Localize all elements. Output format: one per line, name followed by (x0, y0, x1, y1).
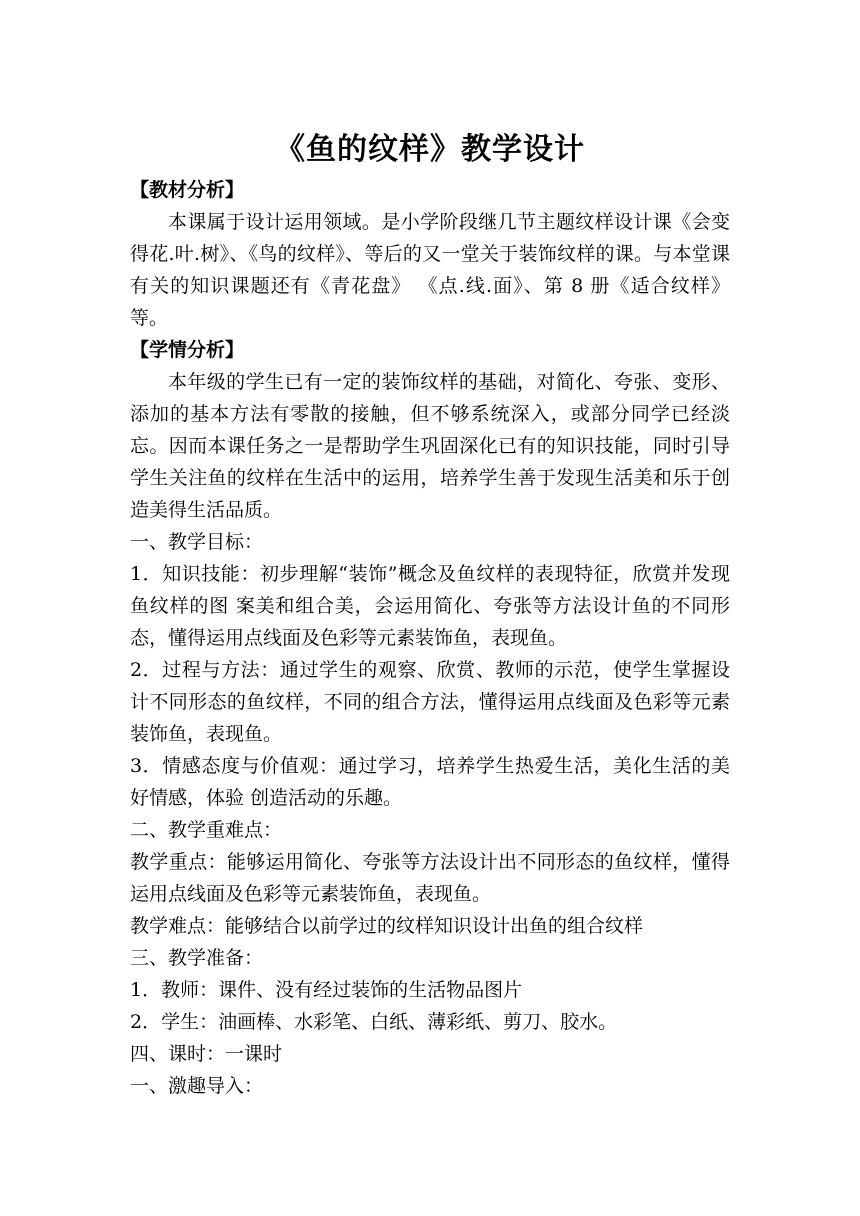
student-analysis-heading: 【学情分析】 (130, 339, 245, 361)
preparation-heading: 三、教学准备： (130, 947, 264, 969)
student-analysis-body: 本年级的学生已有一定的装饰纹样的基础，对简化、夸张、变形、添加的基本方法有零散的接触，但不够系统深入，或部分同学已经淡忘。因而本课任务之一是帮助学生巩固深化已有的知识技能，同时引导学生关注鱼的纹样在生活中的运用，培养学生善于发现生活美和乐于创造美得生活品质。 (130, 371, 730, 521)
document-page (130, 130, 730, 1102)
intro-heading: 一、激趣导入： (130, 1075, 264, 1097)
goal-emotion-values: 3．情感态度与价值观：通过学习，培养学生热爱生活，美化生活的美好情感，体验 创造活动的乐趣。 (130, 755, 730, 809)
goal-knowledge-skills: 1．知识技能：初步理解“装饰”概念及鱼纹样的表现特征，欣赏并发现鱼纹样的图 案美和组合美，会运用简化、夸张等方法设计鱼的不同形态，懂得运用点线面及色彩等元素装饰鱼，表现鱼。 (130, 563, 730, 649)
teaching-goals-heading: 一、教学目标： (130, 531, 264, 553)
difficult-point: 教学难点：能够结合以前学过的纹样知识设计出鱼的组合纹样 (130, 915, 644, 937)
textbook-analysis-heading: 【教材分析】 (130, 179, 245, 201)
preparation-student: 2．学生：油画棒、水彩笔、白纸、薄彩纸、剪刀、胶水。 (130, 1011, 618, 1033)
preparation-teacher: 1．教师：课件、没有经过装饰的生活物品图片 (130, 979, 523, 1001)
textbook-analysis-body: 本课属于设计运用领域。是小学阶段继几节主题纹样设计课《会变得花.叶.树》、《鸟的纹样》、等后的又一堂关于装饰纹样的课。与本堂课有关的知识课题还有《青花盘》 《点.线.面》、第 8 册《适合纹样》等。 (130, 211, 730, 329)
document-title: 《鱼的纹样》教学设计 (275, 132, 585, 167)
key-point: 教学重点：能够运用简化、夸张等方法设计出不同形态的鱼纹样，懂得运用点线面及色彩等元素装饰鱼，表现鱼。 (130, 851, 730, 905)
class-hours: 四、课时：一课时 (130, 1043, 283, 1065)
key-difficult-heading: 二、教学重难点： (130, 819, 283, 841)
goal-process-methods: 2．过程与方法：通过学生的观察、欣赏、教师的示范，使学生掌握设计不同形态的鱼纹样，不同的组合方法，懂得运用点线面及色彩等元素装饰鱼，表现鱼。 (130, 659, 730, 745)
